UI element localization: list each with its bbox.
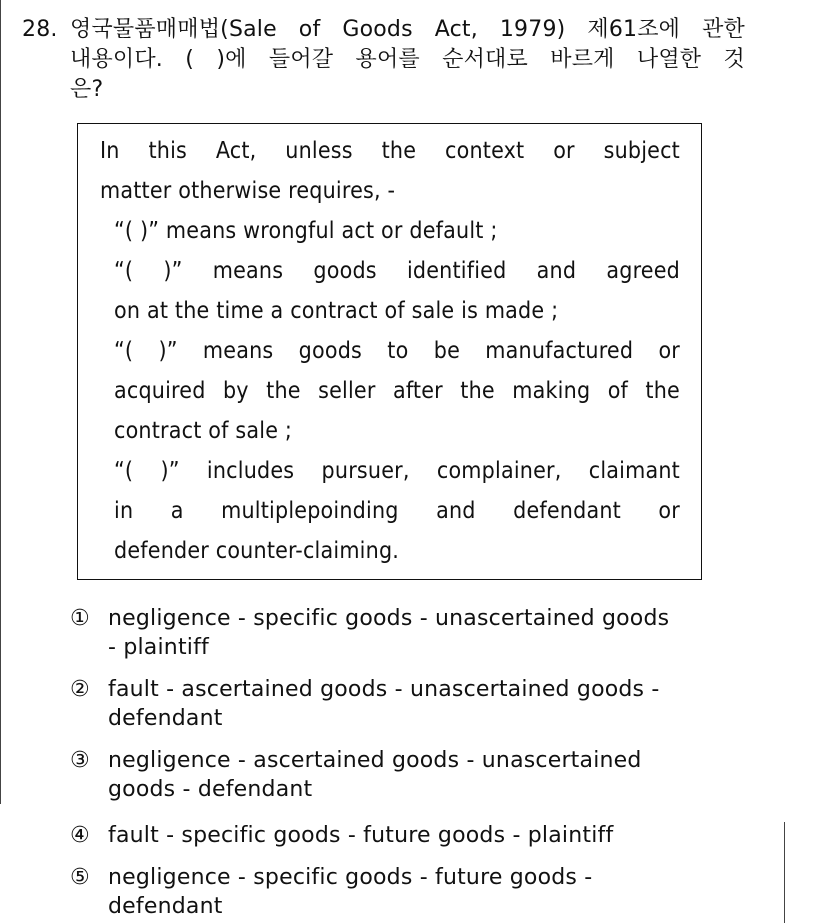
option-number: ③	[70, 748, 90, 773]
answer-option-2[interactable]	[70, 675, 770, 733]
statute-excerpt-box	[77, 123, 702, 580]
option-line: negligence - specific goods - unascertained goods	[108, 606, 670, 631]
option-line: goods - defendant	[108, 777, 313, 802]
option-number: ①	[70, 606, 90, 631]
answer-option-1[interactable]	[70, 604, 770, 662]
excerpt-line: “( )” includes pursuer, complainer, claimant	[114, 458, 680, 484]
answer-option-4[interactable]	[70, 821, 770, 850]
option-line: defendant	[108, 706, 223, 731]
option-line: negligence - ascertained goods - unascertained	[108, 748, 642, 773]
excerpt-line: contract of sale ;	[114, 418, 293, 444]
answer-option-3[interactable]	[70, 746, 770, 804]
excerpt-line: “( )” means goods to be manufactured or	[114, 338, 680, 364]
excerpt-line: “( )” means goods identified and agreed	[114, 258, 680, 284]
excerpt-line: acquired by the seller after the making of the	[114, 378, 680, 404]
excerpt-line: “( )” means wrongful act or default ;	[114, 218, 498, 244]
excerpt-line: on at the time a contract of sale is made ;	[114, 298, 559, 324]
excerpt-line: defender counter-claiming.	[114, 538, 400, 564]
option-line: defendant	[108, 894, 223, 919]
left-border-line	[0, 0, 1, 804]
excerpt-line: matter otherwise requires, -	[100, 178, 396, 204]
option-number: ②	[70, 677, 90, 702]
option-line: fault - ascertained goods - unascertained goods -	[108, 677, 660, 702]
option-number: ④	[70, 823, 90, 848]
option-number: ⑤	[70, 865, 90, 890]
option-line: - plaintiff	[108, 635, 209, 660]
question-line: 영국물품매매법(Sale of Goods Act, 1979) 제61조에 관한	[70, 17, 745, 42]
answer-option-5[interactable]	[70, 863, 770, 921]
question-line: 내용이다. ( )에 들어갈 용어를 순서대로 바르게 나열한 것	[70, 47, 745, 72]
question-text	[70, 15, 760, 105]
excerpt-line: In this Act, unless the context or subject	[100, 138, 680, 164]
option-line: negligence - specific goods - future goods -	[108, 865, 593, 890]
question-number: 28.	[22, 17, 58, 42]
option-line: fault - specific goods - future goods - plaintiff	[108, 823, 614, 848]
excerpt-line: in a multiplepoinding and defendant or	[114, 498, 680, 524]
question-line: 은?	[70, 77, 104, 102]
